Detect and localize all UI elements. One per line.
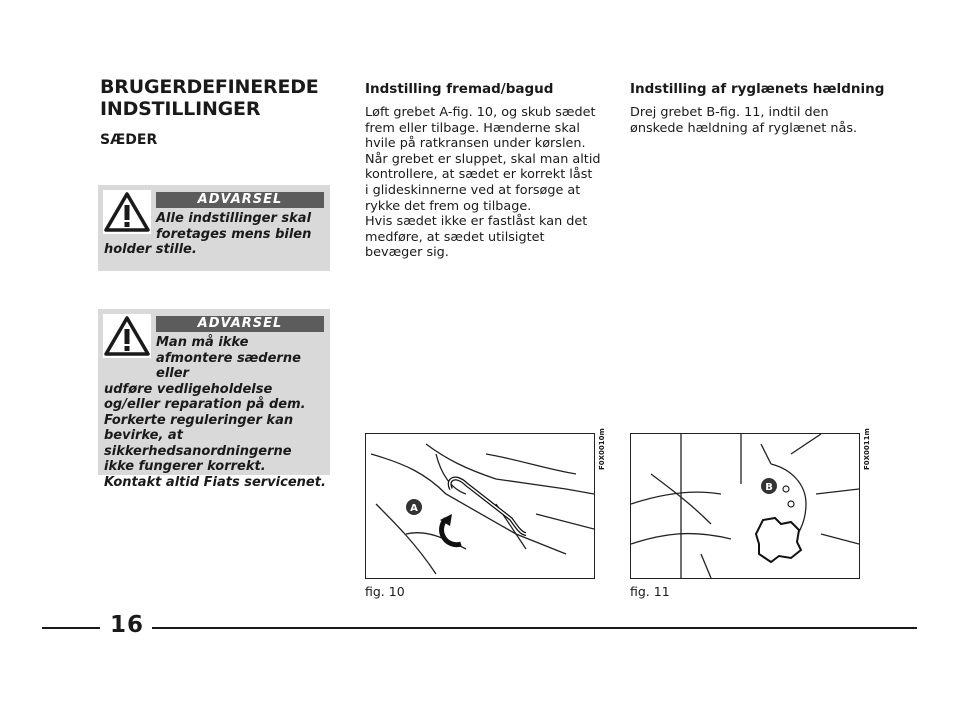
seat-slide-lever-illustration (366, 434, 594, 578)
footer-rule-left (42, 627, 100, 629)
recline-body: Drej grebet B-fig. 11, indtil den ønskede hældning af ryglænet nås. (630, 105, 858, 136)
footer-rule-right (152, 627, 917, 629)
recline-heading: Indstilling af ryglænets hældning (630, 81, 885, 97)
section-title-line1: BRUGERDEFINEREDE (100, 76, 319, 98)
figure-11-callout: B (765, 482, 773, 493)
warning-badge: ADVARSEL (156, 316, 324, 332)
figure-10-caption: fig. 10 (365, 584, 405, 599)
figure-11-caption: fig. 11 (630, 584, 670, 599)
warning-text: Alle indstillinger skal foretages mens bilen holder stille. (104, 211, 312, 257)
section-subtitle: SÆDER (100, 132, 158, 148)
figure-11 (630, 433, 860, 579)
figure-10-code: F0X0010m (598, 428, 606, 470)
warning-badge: ADVARSEL (156, 192, 324, 208)
figure-10 (365, 433, 595, 579)
figure-11-code: F0X0011m (863, 428, 871, 470)
figure-10-callout: A (410, 503, 418, 514)
section-title (100, 76, 340, 120)
page-number: 16 (110, 612, 145, 638)
fore-aft-heading: Indstilling fremad/bagud (365, 81, 554, 97)
section-title-line2: INDSTILLINGER (100, 98, 261, 120)
warning-text: Man må ikke afmontere sæderne eller udføre vedligeholdelse og/eller reparation på dem. Forkerte reguleringer kan bevirke, at sikkerhedsanordningerne ikke fungerer korrekt. Kontakt altid Fiats servicenet. (104, 335, 326, 490)
warning-box-1 (98, 185, 330, 271)
warning-box-2 (98, 309, 330, 490)
backrest-knob-illustration (631, 434, 859, 578)
fore-aft-body: Løft grebet A-fig. 10, og skub sædet frem eller tilbage. Hænderne skal hvile på ratkransen under kørslen. Når grebet er sluppet, skal man altid kontrollere, at sædet er korrekt låst i glideskinnerne ved at forsøge at rykke det frem og tilbage. Hvis sædet ikke er fastlåst kan det medføre, at sædet utilsigtet bevæger sig. (365, 105, 601, 261)
